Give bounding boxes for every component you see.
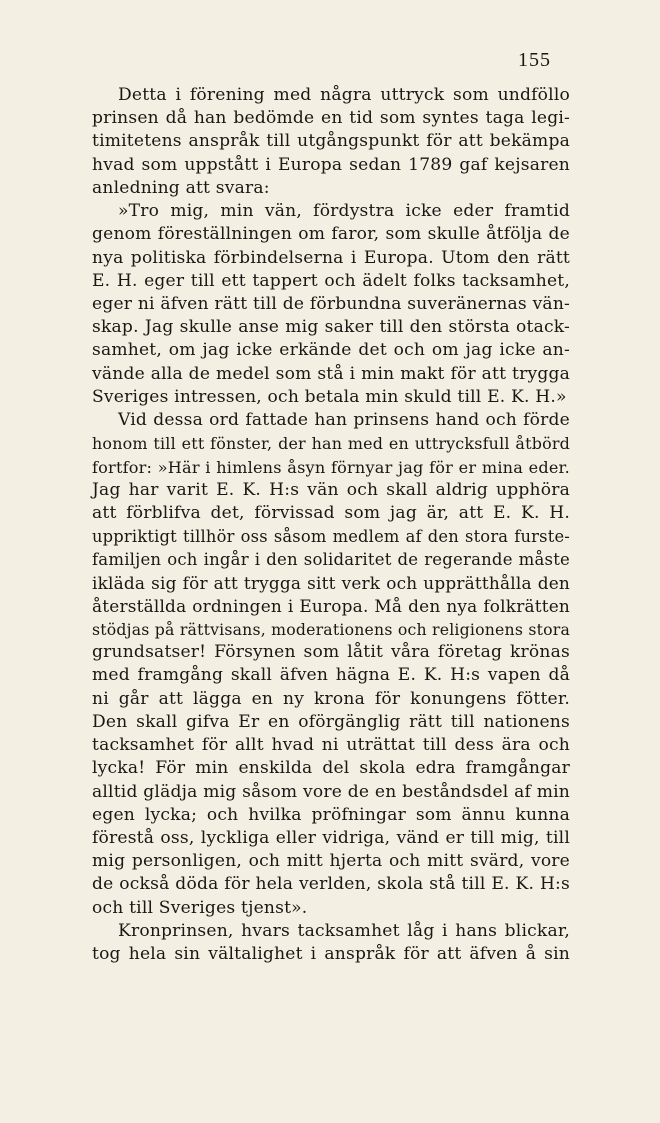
text-line: återställda ordningen i Europa. Må den nya folkrätten — [92, 595, 570, 616]
text-line: familjen och ingår i den solidaritet de regerande måste — [92, 550, 570, 570]
text-line: anledning att svara: — [92, 177, 270, 198]
text-line: att förblifva det, förvissad som jag är, att E. K. H. — [92, 502, 570, 523]
text-line: tog hela sin vältalighet i anspråk för att äfven å sin — [92, 944, 570, 965]
text-line: egen lycka; och hvilka pröfningar som ännu kunna — [92, 804, 570, 825]
text-line: förestå oss, lyckliga eller vidriga, vänd er till mig, till — [92, 828, 570, 848]
text-line: stödjas på rättvisans, moderationens och religionens stora — [92, 620, 570, 640]
text-line: Den skall gifva Er en oförgänglig rätt till nationens — [92, 711, 570, 732]
text-line: tacksamhet för allt hvad ni uträttat till dess ära och — [92, 735, 570, 756]
text-line: Kronprinsen, hvars tacksamhet låg i hans blickar, — [118, 920, 570, 941]
text-line: Jag har varit E. K. H:s vän och skall aldrig upphöra — [92, 479, 570, 500]
text-line: »Tro mig, min vän, fördystra icke eder framtid — [118, 201, 570, 222]
text-line: E. H. eger till ett tappert och ädelt folks tacksamhet, — [92, 270, 570, 291]
text-line: samhet, om jag icke erkände det och om jag icke an- — [92, 340, 570, 361]
text-line: ni går att lägga en ny krona för konungens fötter. — [92, 688, 570, 709]
text-line: Vid dessa ord fattade han prinsens hand och förde — [118, 410, 570, 431]
text-line: prinsen då han bedömde en tid som syntes taga legi- — [92, 108, 570, 129]
text-line: eger ni äfven rätt till de förbundna suveränernas vän- — [92, 293, 570, 314]
text-line: nya politiska förbindelserna i Europa. Utom den rätt — [92, 247, 570, 268]
text-line: fortfor: »Här i himlens åsyn förnyar jag för er mina eder. — [92, 457, 570, 477]
text-line: uppriktigt tillhör oss såsom medlem af den stora furste- — [92, 527, 570, 547]
text-line: skap. Jag skulle anse mig saker till den största otack- — [92, 317, 570, 338]
text-line: och till Sveriges tjenst». — [92, 897, 308, 918]
text-line: hvad som uppstått i Europa sedan 1789 gaf kejsaren — [92, 154, 570, 175]
text-line: lycka! För min enskilda del skola edra framgångar — [92, 758, 570, 779]
text-line: vände alla de medel som stå i min makt för att trygga — [92, 363, 570, 384]
text-line: grundsatser! Försynen som låtit våra företag krönas — [92, 642, 570, 663]
text-line: ikläda sig för att trygga sitt verk och upprätthålla den — [92, 572, 570, 593]
text-line: timitetens anspråk till utgångspunkt för att bekämpa — [92, 131, 570, 152]
text-line: honom till ett fönster, der han med en uttrycksfull åtbörd — [92, 434, 570, 454]
text-line: med framgång skall äfven hägna E. K. H:s vapen då — [92, 665, 570, 686]
text-line: de också döda för hela verlden, skola stå till E. K. H:s — [92, 874, 570, 895]
text-line: alltid glädja mig såsom vore de en beståndsdel af min — [92, 781, 570, 802]
text-line: Sveriges intressen, och betala min skuld till E. K. H.» — [92, 386, 567, 407]
body-text — [92, 84, 570, 966]
text-line: genom föreställningen om faror, som skulle åtfölja de — [92, 224, 570, 245]
page-number: 155 — [518, 49, 551, 71]
text-line: Detta i förening med några uttryck som undföllo — [118, 85, 570, 105]
text-line: mig personligen, och mitt hjerta och mitt svärd, vore — [92, 851, 570, 872]
